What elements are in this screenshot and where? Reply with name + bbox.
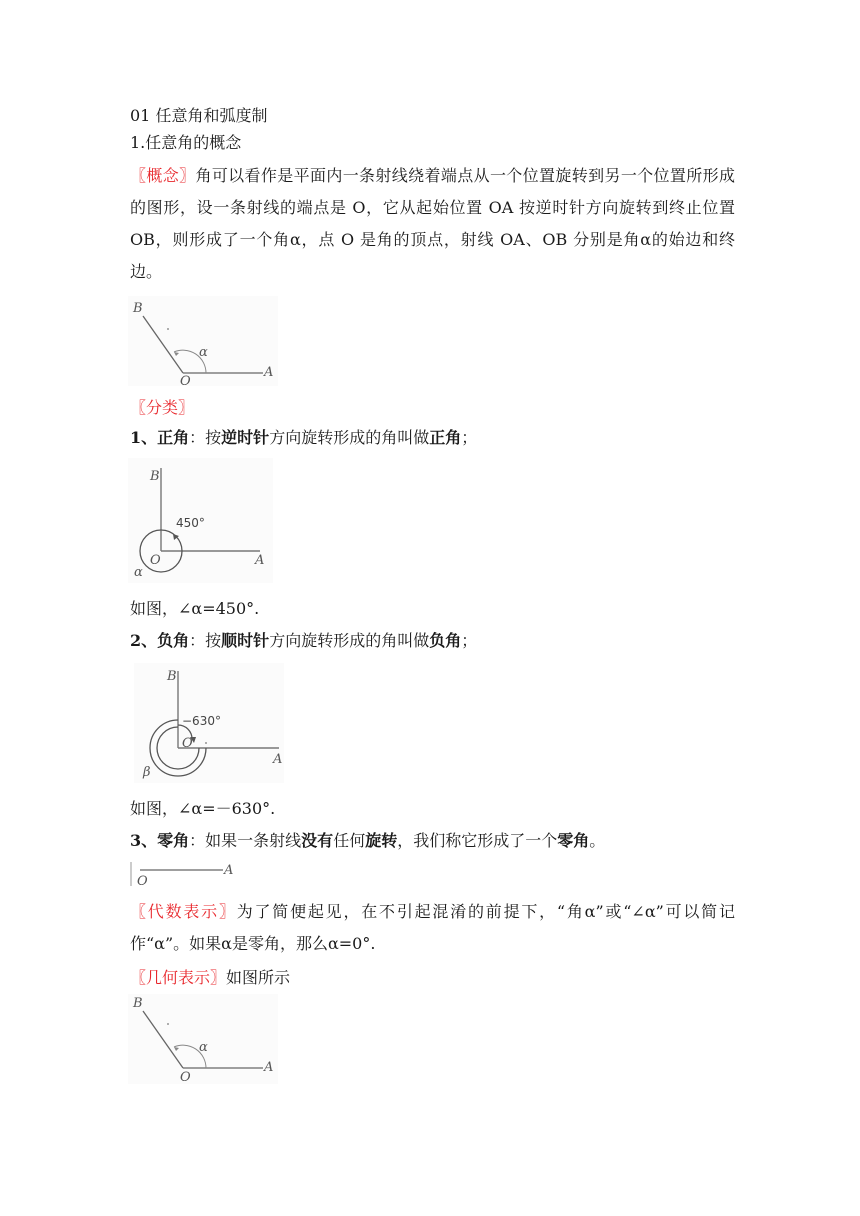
label-o: O (137, 874, 148, 889)
algebra-text: 为了简便起见，在不引起混淆的前提下，“角α”或“∠α”可以简记作“α”。如果α是零角，那么α=0°. (130, 902, 735, 953)
label-degrees: 450° (176, 516, 205, 530)
concept-tag: 〖概念〗 (130, 166, 196, 185)
label-a: A (264, 365, 274, 380)
label-o: O (182, 736, 193, 751)
negative-caption: 如图，∠α=－630°. (130, 799, 276, 818)
positive-angle-definition: 1、正角：按逆时针方向旋转形成的角叫做正角； (130, 428, 478, 447)
label-b: B (133, 996, 143, 1011)
zero-angle-figure (128, 860, 238, 890)
label-alpha: α (199, 345, 208, 360)
label-alpha: α (134, 565, 143, 580)
label-beta: β (143, 765, 151, 780)
label-a: A (224, 863, 234, 878)
label-o: O (150, 553, 161, 568)
algebra-paragraph (130, 896, 735, 960)
label-a: A (264, 1060, 274, 1075)
negative-angle-figure (134, 663, 284, 783)
section-title: 1.任意角的概念 (130, 133, 242, 152)
label-b: B (150, 469, 160, 484)
zero-angle-definition: 3、零角：如果一条射线没有任何旋转，我们称它形成了一个零角。 (130, 831, 606, 850)
positive-caption: 如图，∠α=450°. (130, 599, 260, 618)
page-heading: 01 任意角和弧度制 (130, 106, 268, 125)
label-degrees: −630° (182, 714, 221, 728)
label-b: B (167, 669, 177, 684)
angle-figure-1 (128, 296, 278, 386)
classify-tag: 〖分类〗 (130, 398, 195, 417)
concept-paragraph (130, 160, 735, 288)
negative-angle-definition: 2、负角：按顺时针方向旋转形成的角叫做负角； (130, 631, 478, 650)
geometry-line: 〖几何表示〗如图所示 (130, 968, 291, 987)
geometry-tag: 〖几何表示〗 (130, 968, 227, 987)
concept-text: 角可以看作是平面内一条射线绕着端点从一个位置旋转到另一个位置所形成的图形，设一条射线的端点是 O，它从起始位置 OA 按逆时针方向旋转到终止位置 OB，则形成了一个角α，点 O 是角的顶点，射线 OA、OB 分别是角α的始边和终边。 (130, 166, 735, 281)
label-a: A (255, 553, 265, 568)
label-b: B (133, 301, 143, 316)
algebra-tag: 〖代数表示〗 (130, 902, 237, 921)
angle-figure-2 (128, 994, 278, 1084)
label-alpha: α (199, 1040, 208, 1055)
positive-angle-figure (128, 458, 273, 583)
label-o: O (180, 374, 191, 386)
label-o: O (180, 1070, 191, 1084)
label-a: A (273, 752, 283, 767)
